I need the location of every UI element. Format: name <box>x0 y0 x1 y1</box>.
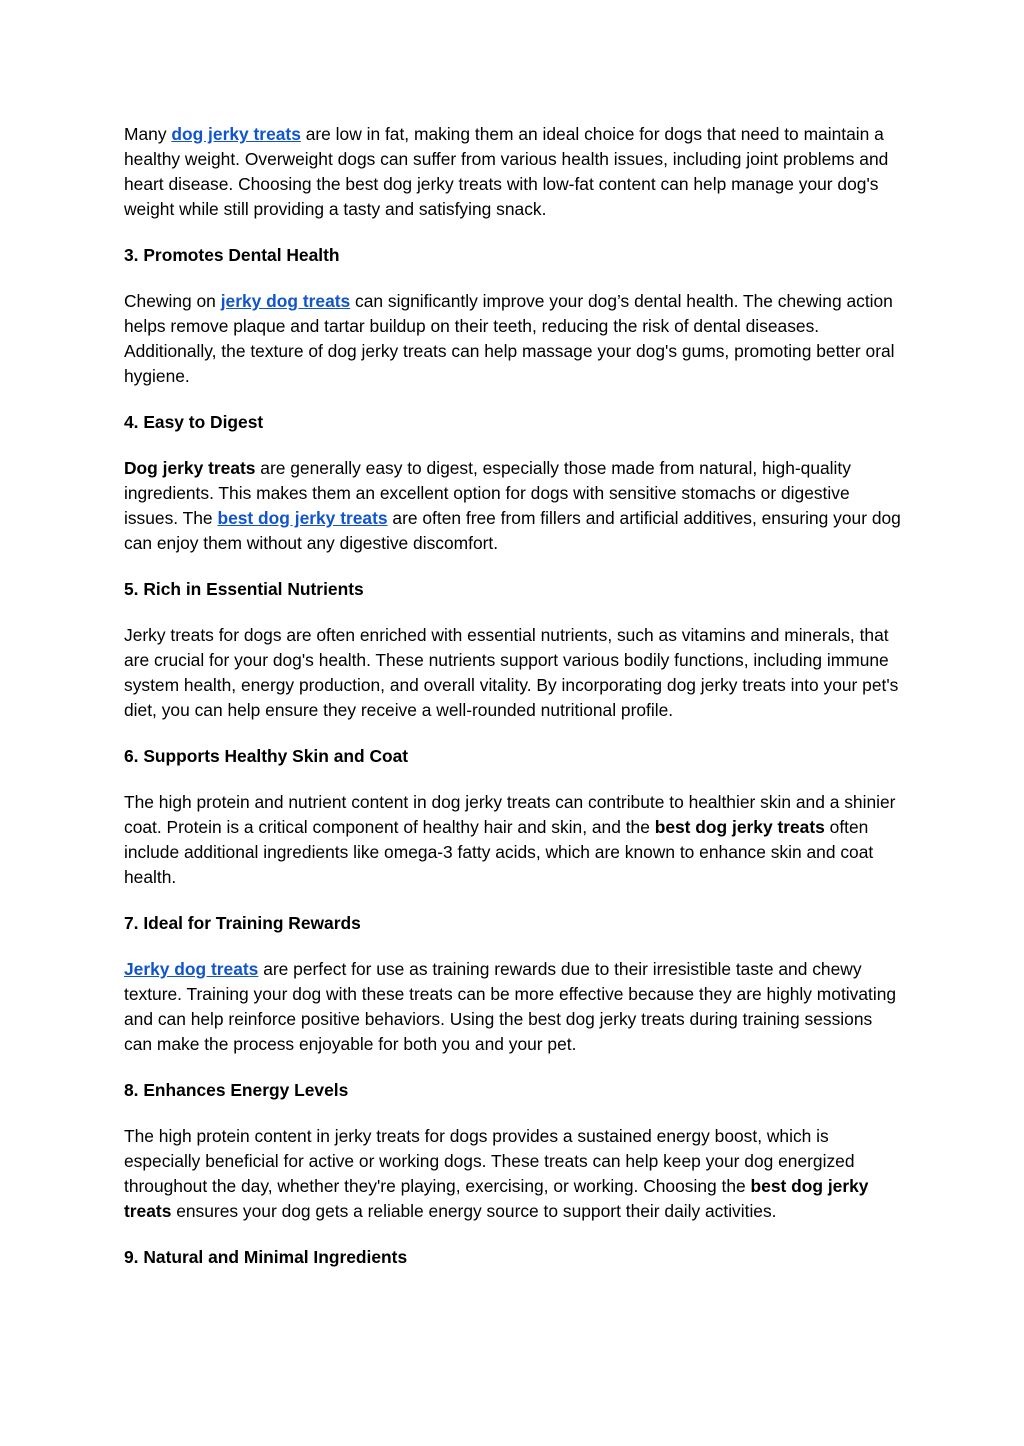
paragraph-text: are often free from fillers and artificial additives, ensuring your dog can enjoy them without any digestive discomfort. <box>124 508 901 553</box>
heading-natural-ingredients: 9. Natural and Minimal Ingredients <box>124 1247 408 1267</box>
paragraph-text: often include additional ingredients like omega-3 fatty acids, which are known to enhance skin and coat health. <box>124 817 874 887</box>
paragraph-text: are low in fat, making them an ideal choice for dogs that need to maintain a healthy weight. Overweight dogs can suffer from various health issues, including joint problems and heart disease. Choosing the best dog jerky treats with low-fat content can help manage your dog's weight while still providing a tasty and satisfying snack. <box>124 124 889 219</box>
paragraph-text: are generally easy to digest, especially those made from natural, high-quality ingredients. This makes them an excellent option for dogs with sensitive stomachs or digestive issues. The <box>124 458 851 528</box>
heading-easy-to-digest: 4. Easy to Digest <box>124 412 264 432</box>
paragraph-essential-nutrients <box>124 623 904 723</box>
link-jerky-dog-treats-training[interactable]: Jerky dog treats <box>124 959 259 979</box>
link-dog-jerky-treats[interactable]: dog jerky treats <box>171 124 301 144</box>
paragraph-text: Many <box>124 124 172 144</box>
link-best-dog-jerky-treats[interactable]: best dog jerky treats <box>217 508 388 528</box>
paragraph-skin-and-coat <box>124 790 904 890</box>
link-jerky-dog-treats[interactable]: jerky dog treats <box>220 291 351 311</box>
paragraph-text: Chewing on <box>124 291 221 311</box>
bold-text: Dog jerky treats <box>124 458 256 478</box>
paragraph-text: The high protein and nutrient content in dog jerky treats can contribute to healthier skin and a shinier coat. Protein is a critical component of healthy hair and skin, and the <box>124 792 896 837</box>
paragraph-training-rewards <box>124 957 904 1057</box>
paragraph-dental-health <box>124 289 904 389</box>
heading-dental-health: 3. Promotes Dental Health <box>124 245 340 265</box>
heading-essential-nutrients: 5. Rich in Essential Nutrients <box>124 579 364 599</box>
paragraph-energy-levels <box>124 1124 904 1224</box>
heading-energy-levels: 8. Enhances Energy Levels <box>124 1080 349 1100</box>
bold-text: best dog jerky treats <box>654 817 825 837</box>
paragraph-easy-to-digest <box>124 456 904 556</box>
paragraph-text: The high protein content in jerky treats for dogs provides a sustained energy boost, which is especially beneficial for active or working dogs. These treats can help keep your dog energized throughout the day, whether they're playing, exercising, or working. Choosing the <box>124 1126 855 1196</box>
paragraph-low-fat <box>124 122 904 222</box>
paragraph-text: are perfect for use as training rewards due to their irresistible taste and chewy texture. Training your dog with these treats can be more effective because they are highly motivating and can help reinforce positive behaviors. Using the best dog jerky treats during training sessions can make the process enjoyable for both you and your pet. <box>124 959 897 1054</box>
paragraph-text: ensures your dog gets a reliable energy source to support their daily activities. <box>171 1201 777 1221</box>
paragraph-text: Jerky treats for dogs are often enriched with essential nutrients, such as vitamins and minerals, that are crucial for your dog's health. These nutrients support various bodily functions, including immune system health, energy production, and overall vitality. By incorporating dog jerky treats into your pet's diet, you can help ensure they receive a well-rounded nutritional profile. <box>124 625 899 720</box>
paragraph-text: can significantly improve your dog’s dental health. The chewing action helps remove plaque and tartar buildup on their teeth, reducing the risk of dental diseases. Additionally, the texture of dog jerky treats can help massage your dog's gums, promoting better oral hygiene. <box>124 291 895 386</box>
heading-training-rewards: 7. Ideal for Training Rewards <box>124 913 361 933</box>
bold-text: best dog jerky treats <box>124 1176 869 1221</box>
document-page <box>124 122 904 1291</box>
heading-skin-and-coat: 6. Supports Healthy Skin and Coat <box>124 746 409 766</box>
